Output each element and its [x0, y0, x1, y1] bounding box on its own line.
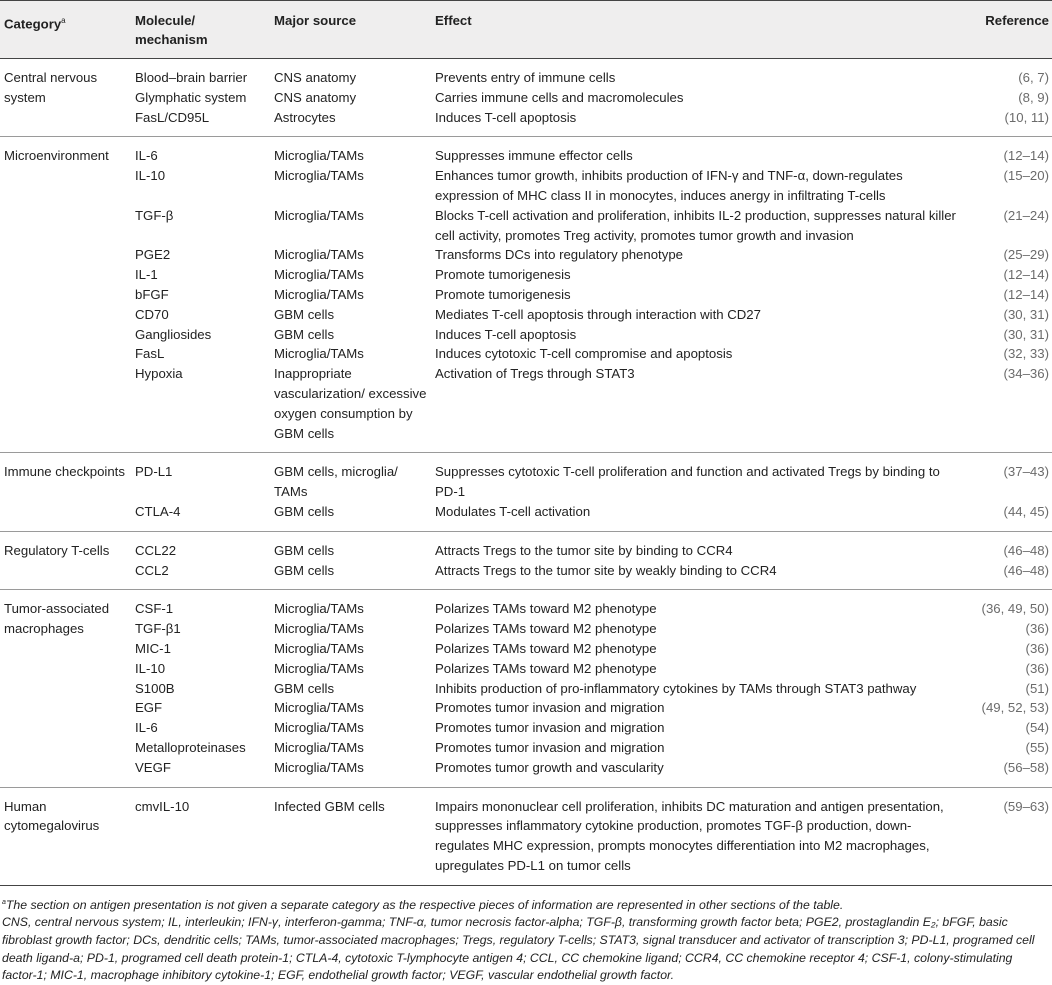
molecule-cell: VEGF [135, 759, 171, 775]
source-cell: Microglia/TAMs [274, 267, 364, 283]
effect-cell: Modulates T-cell activation [435, 503, 591, 519]
effect-cell: Attracts Tregs to the tumor site by weakly binding to CCR4 [435, 562, 777, 578]
molecule-cell: IL-6 [131, 137, 270, 166]
effect-cell: Activation of Tregs through STAT3 [435, 366, 635, 382]
molecule-cell: Glymphatic system [135, 89, 247, 105]
table-row [0, 738, 1052, 758]
effect-cell: Promote tumorigenesis [435, 267, 571, 283]
source-cell: Microglia/TAMs [274, 346, 364, 362]
source-cell: Microglia/TAMs [274, 720, 364, 736]
header-molecule [131, 1, 270, 59]
header-category [0, 1, 131, 59]
reference-cell: (36) [1025, 660, 1049, 676]
table-row [0, 531, 1052, 560]
reference-cell: (36) [1025, 640, 1049, 656]
source-cell: GBM cells [274, 306, 335, 322]
effect-cell: Suppresses immune effector cells [431, 137, 966, 166]
table-footnotes [0, 885, 1052, 985]
molecule-cell: FasL/CD95L [135, 109, 210, 125]
table-row [0, 305, 1052, 325]
table-row [0, 206, 1052, 246]
effect-cell: Polarizes TAMs toward M2 phenotype [435, 660, 657, 676]
footnote-a [2, 894, 1048, 915]
effect-cell: Mediates T-cell apoptosis through interaction with CD27 [435, 306, 761, 322]
reference-cell: (12–14) [966, 137, 1052, 166]
molecule-cell: TGF-β1 [135, 621, 181, 637]
source-cell: Microglia/TAMs [274, 207, 364, 223]
table-row [0, 758, 1052, 787]
reference-cell: (12–14) [1003, 267, 1049, 283]
footnote-a-marker: a [2, 898, 6, 906]
molecule-cell: IL-6 [135, 720, 158, 736]
reference-cell: (46–48) [966, 531, 1052, 560]
source-cell: Microglia/TAMs [274, 247, 364, 263]
effect-cell: Induces T-cell apoptosis [435, 326, 577, 342]
reference-cell: (21–24) [1003, 207, 1049, 223]
effect-cell: Inhibits production of pro-inflammatory cytokines by TAMs through STAT3 pathway [435, 680, 917, 696]
reference-cell: (30, 31) [1003, 326, 1049, 342]
table-row [0, 698, 1052, 718]
footnote-abbreviations: CNS, central nervous system; IL, interleukin; IFN-γ, interferon-gamma; TNF-α, tumor necrosis factor-alpha; TGF-β, transforming growth factor beta; PGE2, prostaglandin E₂; bFGF, basic fibroblast growth factor; DCs, dendritic cells; TAMs, tumor-associated macrophages; Tregs, regulatory T-cells; STAT3, signal transducer and activator of transcription 3; PD-L1, programed cell death ligand-a; PD-1, programed cell death protein-1; CTLA-4, cytotoxic T-lymphocyte antigen 4; CCL, CC chemokine ligand; CCR4, CC chemokine receptor 4; CSF-1, colony-stimulating factor-1; MIC-1, macrophage inhibitory cytokine-1; EGF, endothelial growth factor; VEGF, vascular endothelial growth factor. [2, 915, 1035, 983]
reference-cell: (56–58) [1003, 759, 1049, 775]
reference-cell: (30, 31) [1003, 306, 1049, 322]
effect-cell: Blocks T-cell activation and proliferation, inhibits IL-2 production, suppresses natural killer cell activity, promotes Treg activity, promotes tumor growth and invasion [435, 207, 956, 243]
source-cell: GBM cells [274, 562, 335, 578]
header-category-label: Category [4, 16, 62, 32]
table-row [0, 502, 1052, 531]
header-source: Major source [270, 1, 431, 59]
table-row [0, 108, 1052, 137]
header-category-footnote-marker: a [61, 16, 66, 25]
table-row [0, 679, 1052, 699]
table-row [0, 59, 1052, 88]
table-row [0, 639, 1052, 659]
effect-cell: Polarizes TAMs toward M2 phenotype [435, 640, 657, 656]
molecule-cell: cmvIL-10 [131, 787, 270, 885]
effect-cell: Induces cytotoxic T-cell compromise and apoptosis [435, 346, 733, 362]
source-cell: Microglia/TAMs [274, 640, 364, 656]
header-row [0, 1, 1052, 59]
reference-cell: (34–36) [1003, 366, 1049, 382]
molecule-cell: CSF-1 [131, 590, 270, 619]
reference-cell: (49, 52, 53) [981, 700, 1049, 716]
source-cell: Astrocytes [274, 109, 336, 125]
header-effect: Effect [431, 1, 966, 59]
table-row [0, 265, 1052, 285]
effect-cell: Prevents entry of immune cells [435, 70, 616, 85]
table-header [0, 1, 1052, 59]
molecule-cell: S100B [135, 680, 175, 696]
table-row [0, 88, 1052, 108]
reference-cell: (46–48) [1003, 562, 1049, 578]
effect-cell: Transforms DCs into regulatory phenotype [435, 247, 683, 263]
category-cell: Human cytomegalovirus [0, 787, 131, 885]
effect-cell: Promotes tumor invasion and migration [435, 739, 665, 755]
reference-cell: (15–20) [1003, 168, 1049, 184]
reference-cell: (37–43) [966, 453, 1052, 502]
header-molecule-line2: mechanism [135, 32, 208, 47]
source-cell: Microglia/TAMs [270, 590, 431, 619]
category-cell: Tumor-associated macrophages [0, 590, 131, 787]
molecule-cell: Metalloproteinases [135, 739, 246, 755]
reference-cell: (54) [1025, 720, 1049, 736]
source-cell: CNS anatomy [274, 70, 357, 85]
table-row [0, 619, 1052, 639]
category-cell: Central nervous system [4, 70, 98, 105]
reference-cell: (8, 9) [1018, 89, 1049, 105]
molecule-cell: CCL22 [131, 531, 270, 560]
category-cell: Microenvironment [0, 137, 131, 453]
source-cell: Microglia/TAMs [274, 621, 364, 637]
source-cell: Microglia/TAMs [274, 168, 364, 184]
effect-cell: Promotes tumor invasion and migration [435, 700, 665, 716]
molecule-cell: EGF [135, 700, 163, 716]
footnote-a-text: The section on antigen presentation is not given a separate category as the respective pieces of information are represented in other sections of the table. [5, 897, 844, 912]
molecule-cell: IL-1 [135, 267, 158, 283]
source-cell: Microglia/TAMs [274, 286, 364, 302]
category-cell: Immune checkpoints [0, 453, 131, 531]
table-body [0, 59, 1052, 885]
source-cell: Microglia/TAMs [274, 759, 364, 775]
molecule-cell: Gangliosides [135, 326, 212, 342]
molecule-cell: Hypoxia [135, 366, 183, 382]
molecule-cell: FasL [135, 346, 165, 362]
source-cell: Inappropriate vascularization/ excessive oxygen consumption by GBM cells [274, 366, 427, 441]
header-reference: Reference [966, 1, 1052, 59]
reference-cell: (36, 49, 50) [966, 590, 1052, 619]
table-row [0, 245, 1052, 265]
table-row [0, 344, 1052, 364]
effect-cell: Suppresses cytotoxic T-cell proliferation and function and activated Tregs by binding to PD-1 [431, 453, 966, 502]
effect-cell: Promote tumorigenesis [435, 286, 571, 302]
molecule-cell: Blood–brain barrier [135, 70, 248, 85]
molecule-cell: PGE2 [135, 247, 171, 263]
source-cell: Microglia/TAMs [270, 137, 431, 166]
reference-cell: (25–29) [1003, 247, 1049, 263]
header-molecule-line1: Molecule/ [135, 13, 196, 28]
table-row [0, 718, 1052, 738]
table-row [0, 787, 1052, 885]
effect-cell: Impairs mononuclear cell proliferation, inhibits DC maturation and antigen presentation, suppresses inflammatory cytokine production, promotes TGF-β production, down-regulates MHC expression, prompts monocytes differentiation into M2 macrophages, upregulates PD-L1 on tumor cells [431, 787, 966, 885]
source-cell: GBM cells [274, 680, 335, 696]
source-cell: Infected GBM cells [270, 787, 431, 885]
table-row [0, 561, 1052, 590]
effect-cell: Attracts Tregs to the tumor site by binding to CCR4 [431, 531, 966, 560]
molecule-cell: IL-10 [135, 168, 166, 184]
effect-cell: Carries immune cells and macromolecules [435, 89, 684, 105]
effect-cell: Promotes tumor growth and vascularity [435, 759, 664, 775]
table-row [0, 659, 1052, 679]
molecule-cell: CD70 [135, 306, 169, 322]
source-cell: GBM cells, microglia/ TAMs [270, 453, 431, 502]
molecule-cell: CTLA-4 [135, 503, 181, 519]
reference-cell: (12–14) [1003, 286, 1049, 302]
table-row [0, 285, 1052, 305]
effect-cell: Enhances tumor growth, inhibits production of IFN-γ and TNF-α, down-regulates expression of MHC class II in monocytes, induces anergy in infiltrating T-cells [435, 168, 903, 203]
reference-cell: (51) [1025, 680, 1049, 696]
molecule-cell: IL-10 [135, 660, 166, 676]
molecule-cell: TGF-β [135, 207, 174, 223]
source-cell: Microglia/TAMs [274, 660, 364, 676]
molecule-cell: MIC-1 [135, 640, 171, 656]
source-cell: Microglia/TAMs [274, 739, 364, 755]
source-cell: GBM cells [274, 503, 335, 519]
category-cell: Regulatory T-cells [0, 531, 131, 590]
source-cell: Microglia/TAMs [274, 700, 364, 716]
effect-cell: Induces T-cell apoptosis [435, 109, 577, 125]
reference-cell: (44, 45) [1003, 503, 1049, 519]
table-row [0, 364, 1052, 453]
molecule-cell: CCL2 [135, 562, 169, 578]
effect-cell: Polarizes TAMs toward M2 phenotype [431, 590, 966, 619]
molecule-cell: PD-L1 [131, 453, 270, 502]
source-cell: GBM cells [270, 531, 431, 560]
table-row [0, 453, 1052, 502]
effect-cell: Polarizes TAMs toward M2 phenotype [435, 621, 657, 637]
table-row [0, 590, 1052, 619]
reference-cell: (55) [1025, 739, 1049, 755]
reference-cell: (36) [1025, 621, 1049, 637]
source-cell: CNS anatomy [274, 89, 357, 105]
effect-cell: Promotes tumor invasion and migration [435, 720, 665, 736]
table-row [0, 137, 1052, 166]
source-cell: GBM cells [274, 326, 335, 342]
table-row [0, 166, 1052, 206]
reference-cell: (10, 11) [1004, 109, 1049, 125]
reference-cell: (32, 33) [1003, 346, 1049, 362]
reference-cell: (59–63) [966, 787, 1052, 885]
reference-cell: (6, 7) [1018, 70, 1049, 85]
table-row [0, 325, 1052, 345]
molecule-cell: bFGF [135, 286, 169, 302]
